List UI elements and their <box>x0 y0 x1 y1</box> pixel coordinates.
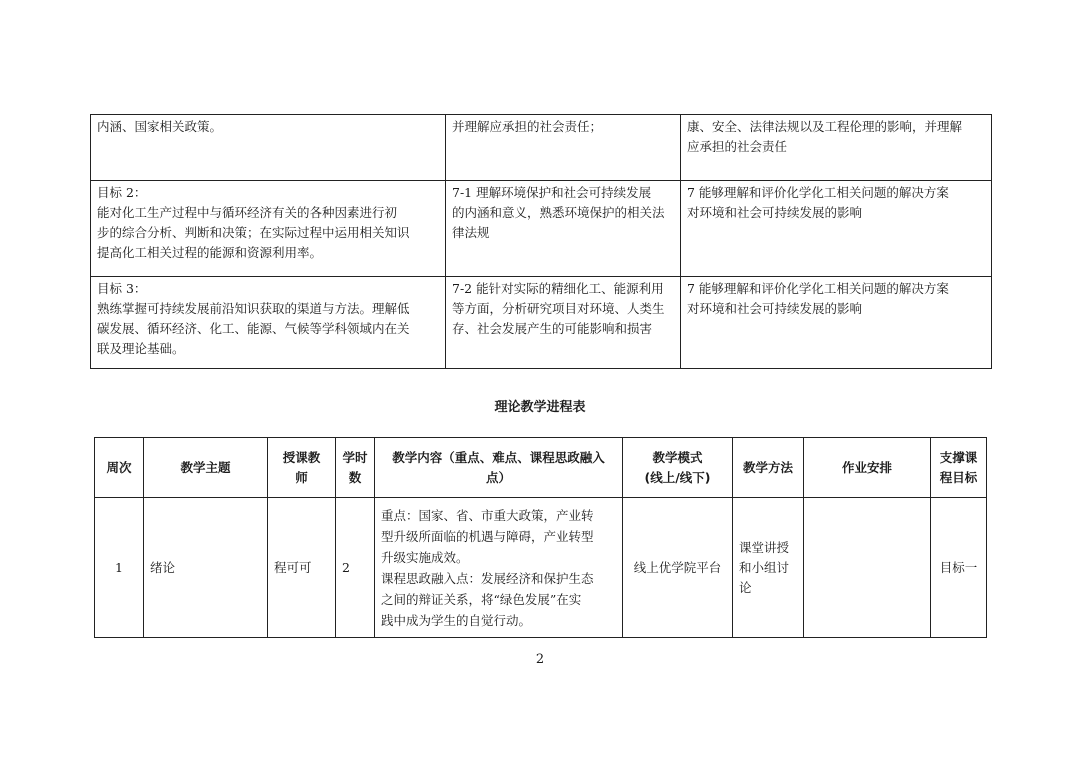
topic-cell: 绪论 <box>144 498 268 638</box>
text-line: 目标 2： <box>97 185 147 200</box>
text-line: 升级实施成效。 <box>381 549 469 565</box>
week-cell: 1 <box>95 498 144 638</box>
objective-cell <box>91 277 446 369</box>
indicator-cell <box>446 115 681 181</box>
header-line: 授课教 <box>282 449 321 465</box>
header-content <box>375 438 623 498</box>
page-number: 2 <box>535 652 545 667</box>
header-topic <box>144 438 268 498</box>
hours-cell: 2 <box>336 498 375 638</box>
header-topic-label: 教学主题 <box>180 459 231 475</box>
text-line: 律法规 <box>452 225 490 240</box>
text-line: 联及理论基础。 <box>97 341 185 356</box>
text-line: 重点：国家、省、市重大政策，产业转 <box>381 507 594 523</box>
text-line: 课程思政融入点：发展经济和保护生态 <box>381 570 594 586</box>
text-line: 碳发展、循环经济、化工、能源、气候等学科领域内在关 <box>97 321 410 336</box>
text-line: 内涵、国家相关政策。 <box>97 119 223 134</box>
text-line: 存、社会发展产生的可能影响和损害 <box>452 321 653 336</box>
header-method <box>733 438 804 498</box>
header-week <box>95 438 144 498</box>
text-line: 7-1 理解环境保护和社会可持续发展 <box>452 185 652 200</box>
objective-cell <box>91 181 446 277</box>
text-line: 提高化工相关过程的能源和资源利用率。 <box>97 245 323 260</box>
header-line: 师 <box>295 469 308 485</box>
text-line: 之间的辩证关系，将“绿色发展”在实 <box>381 591 582 607</box>
header-line: 学时 <box>342 449 368 465</box>
text-line: 能对化工生产过程中与循环经济有关的各种因素进行初 <box>97 205 398 220</box>
table-row <box>91 277 992 369</box>
text-line: 课堂讲授 <box>739 539 790 555</box>
text-line: 应承担的社会责任 <box>687 139 788 154</box>
method-cell <box>733 498 804 638</box>
content-cell <box>375 498 623 638</box>
text-line: 7-2 能针对实际的精细化工、能源利用 <box>452 281 664 296</box>
homework-cell <box>804 498 931 638</box>
header-week-label: 周次 <box>106 459 132 475</box>
text-line: 步的综合分析、判断和决策；在实际过程中运用相关知识 <box>97 225 410 240</box>
text-line: 等方面，分析研究项目对环境、人类生 <box>452 301 665 316</box>
goal-cell: 目标一 <box>931 498 987 638</box>
header-homework-label: 作业安排 <box>841 459 892 475</box>
mode-cell: 线上优学院平台 <box>623 498 733 638</box>
header-line: 教学内容（重点、难点、课程思政融入 <box>392 449 605 465</box>
text-line: 的内涵和意义，熟悉环境保护的相关法 <box>452 205 665 220</box>
text-line: 7 能够理解和评价化学化工相关问题的解决方案 <box>687 185 949 200</box>
header-line: 程目标 <box>939 469 978 485</box>
header-hours <box>336 438 375 498</box>
objectives-mapping-table <box>90 114 992 369</box>
teaching-progress-table <box>94 437 987 638</box>
requirement-cell <box>681 277 992 369</box>
table-header-row <box>95 438 987 498</box>
requirement-cell <box>681 115 992 181</box>
header-goal <box>931 438 987 498</box>
indicator-cell <box>446 181 681 277</box>
text-line: 并理解应承担的社会责任； <box>452 119 603 134</box>
header-line: 数 <box>348 469 362 485</box>
text-line: 熟练掌握可持续发展前沿知识获取的渠道与方法。理解低 <box>97 301 410 316</box>
table-row <box>91 181 992 277</box>
text-line: 型升级所面临的机遇与障碍，产业转型 <box>381 528 594 544</box>
text-line: 和小组讨 <box>739 559 790 575</box>
requirement-cell <box>681 181 992 277</box>
header-line: (线上/线下) <box>644 469 711 485</box>
text-line: 论 <box>739 579 752 595</box>
header-line: 教学模式 <box>652 449 703 465</box>
header-homework <box>804 438 931 498</box>
text-line: 对环境和社会可持续发展的影响 <box>687 301 863 316</box>
text-line: 践中成为学生的自觉行动。 <box>381 612 532 628</box>
table-row <box>95 498 987 638</box>
text-line: 对环境和社会可持续发展的影响 <box>687 205 863 220</box>
objective-cell <box>91 115 446 181</box>
header-teacher <box>268 438 336 498</box>
section-title: 理论教学进程表 <box>494 400 586 415</box>
text-line: 目标 3： <box>97 281 147 296</box>
table-row <box>91 115 992 181</box>
header-line: 支撑课 <box>939 449 978 465</box>
header-line: 点） <box>485 469 511 485</box>
header-method-label: 教学方法 <box>742 459 793 475</box>
text-line: 康、安全、法律法规以及工程伦理的影响，并理解 <box>687 119 963 134</box>
indicator-cell <box>446 277 681 369</box>
teacher-cell: 程可可 <box>268 498 336 638</box>
header-mode <box>623 438 733 498</box>
text-line: 7 能够理解和评价化学化工相关问题的解决方案 <box>687 281 949 296</box>
